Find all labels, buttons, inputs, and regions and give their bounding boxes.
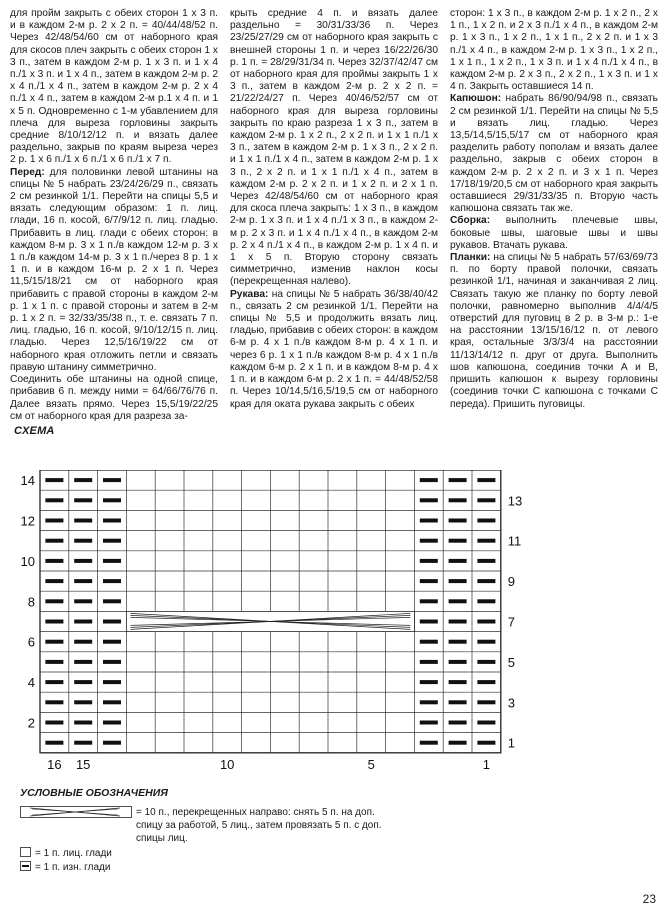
purl-stitch-mark: [103, 700, 121, 704]
purl-stitch-mark: [420, 519, 438, 523]
purl-stitch-mark: [103, 741, 121, 745]
purl-stitch-mark: [45, 539, 63, 543]
purl-stitch-mark: [74, 700, 92, 704]
purl-stitch-mark: [103, 721, 121, 725]
column-label: 5: [367, 756, 375, 772]
purl-stitch-mark: [103, 559, 121, 563]
purl-stitch-mark: [74, 539, 92, 543]
purl-stitch-mark: [449, 640, 467, 644]
purl-stitch-mark: [449, 660, 467, 664]
column-label: 15: [75, 756, 91, 772]
purl-stitch-mark: [45, 700, 63, 704]
purl-stitch-mark: [449, 680, 467, 684]
purl-stitch-mark: [74, 559, 92, 563]
cable-symbol-icon: [20, 806, 132, 818]
purl-stitch-mark: [420, 700, 438, 704]
purl-stitch-mark: [449, 721, 467, 725]
purl-stitch-mark: [74, 660, 92, 664]
row-label-left: 12: [20, 513, 35, 529]
legend-text: = 1 п. лиц. глади: [35, 848, 112, 859]
purl-stitch-mark: [477, 680, 495, 684]
purl-stitch-mark: [45, 599, 63, 603]
purl-stitch-mark: [74, 478, 92, 482]
purl-stitch-mark: [420, 620, 438, 624]
knitting-chart: [0, 470, 670, 780]
paragraph: Перед: для половинки левой штанины на спицы № 5 набрать 23/24/26/29 п., связать 2 см резинкой 1/1. Перейти на спицы 5,5 и вязать следующим образом: 1 п. лиц. глади, 16 п. косой, 6/7/9/12 п. лиц. гладью. Прибавить в лиц. глади с обеих сторон: в каждом 8-м р. 3 х 1 п./в каждом 12-м р. 3 х 1 п./в каждом 14-м р. 3 х 1 п./через 8 р. 1 х 1 п. и в каждом 16-м р. 2 х 1 п. Через 11,5/15/18/21 см от наборного края прибавить с правой стороны в каждом 2-м р. 1 х 1 п. с правой стороны и затем в 2-м р. 1 х 2 п. = 32/33/35/38 п., т. е. связать 7 п. лиц. гладью, 16 п. косой, 9/10/12/15 п. лиц. гладью. Через 12,5/16/19/22 см от наборного края отложить петли и связать правую штанину симметрично.: [10, 166, 218, 373]
column-3: [450, 8, 658, 423]
purl-stitch-mark: [477, 640, 495, 644]
purl-stitch-mark: [420, 559, 438, 563]
purl-stitch-mark: [74, 498, 92, 502]
row-label-right: 13: [507, 493, 523, 509]
paragraph: Планки: на спицы № 5 набрать 57/63/69/73 п. по борту правой полочки, связать резинкой 1/1, начиная и заканчивая 2 лиц. Связать такую же планку по борту левой полочки, равномерно выполнив 4/4/4/5 отверстий для пуговиц в 2 р. в 3-м р.: 1-е на расстоянии 13/15/16/12 п. от левого края, остальные 3/3/3/4 на расстоянии 11/13/14/12 п. друг от друга. Выполнить шов капюшона, соединив точки А и В, пришить капюшон к вырезу горловины (соединив точки С капюшона с точками С переда). Пришить пуговицы.: [450, 252, 658, 410]
legend-text: = 10 п., перекрещенных направо: снять 5 п. на доп. спицу за работой, 5 лиц., затем провязать 5 п. с доп. спицы лиц.: [136, 807, 382, 844]
purl-stitch-mark: [477, 498, 495, 502]
purl-stitch-mark: [449, 559, 467, 563]
legend-item-knit: [20, 847, 396, 860]
row-label-left: 2: [27, 715, 35, 731]
row-label-right: 7: [507, 614, 516, 630]
purl-stitch-mark: [449, 599, 467, 603]
purl-stitch-mark: [449, 741, 467, 745]
row-label-left: 6: [27, 634, 35, 650]
purl-stitch-mark: [449, 498, 467, 502]
purl-stitch-mark: [74, 721, 92, 725]
purl-stitch-mark: [45, 620, 63, 624]
purl-stitch-mark: [477, 478, 495, 482]
purl-stitch-mark: [45, 721, 63, 725]
purl-stitch-mark: [103, 660, 121, 664]
paragraph: Сборка: выполнить плечевые швы, боковые швы, шаговые швы и швы рукавов. Втачать рукава.: [450, 215, 658, 251]
purl-stitch-mark: [74, 680, 92, 684]
paragraph: сторон: 1 х 3 п., в каждом 2-м р. 1 х 2 п., 2 х 1 п., 1 х 2 п. и 2 х 3 п./1 х 4 п., в каждом 2-м р. 1 х 3 п., 1 х 2 п., 1 х 1 п., 2 х 2 п. и 1 х 3 п./1 х 4 п., в каждом 2-м р. 1 х 3 п., 1 х 2 п., 1 х 1 п., 1 х 2 п., 1 х 3 п. и 1 х 4 п./1 х 4 п., в каждом 2-м р. 2 х 3 п., 2 х 2 п., 1 х 3 п. и 1 х 4 п. Закрыть оставшиеся 14 п.: [450, 8, 658, 93]
text-columns: [10, 8, 660, 423]
row-label-left: 8: [27, 594, 35, 610]
purl-stitch-mark: [449, 519, 467, 523]
purl-stitch-mark: [477, 721, 495, 725]
purl-stitch-mark: [45, 519, 63, 523]
purl-stitch-mark: [74, 519, 92, 523]
purl-stitch-mark: [477, 700, 495, 704]
purl-stitch-mark: [74, 579, 92, 583]
purl-stitch-mark: [420, 539, 438, 543]
purl-stitch-mark: [45, 478, 63, 482]
purl-stitch-mark: [420, 478, 438, 482]
legend-item-cable: [20, 806, 396, 845]
purl-stitch-mark: [477, 579, 495, 583]
purl-stitch-mark: [420, 680, 438, 684]
purl-stitch-mark: [103, 539, 121, 543]
row-label-right: 9: [507, 574, 516, 590]
row-label-right: 5: [507, 654, 516, 670]
purl-stitch-mark: [477, 741, 495, 745]
purl-stitch-mark: [103, 620, 121, 624]
scheme-title: СХЕМА: [14, 425, 55, 437]
knit-symbol-icon: [20, 847, 32, 858]
row-label-right: 1: [507, 735, 516, 751]
legend: [20, 806, 396, 874]
purl-stitch-mark: [74, 741, 92, 745]
legend-item-purl: [20, 861, 396, 874]
purl-stitch-mark: [45, 579, 63, 583]
purl-stitch-mark: [449, 700, 467, 704]
purl-stitch-mark: [45, 741, 63, 745]
row-label-right: 3: [507, 695, 516, 711]
column-2: [230, 8, 438, 423]
column-label: 16: [47, 756, 62, 772]
page-number: 23: [642, 892, 656, 906]
purl-stitch-mark: [45, 660, 63, 664]
purl-stitch-mark: [103, 519, 121, 523]
purl-stitch-mark: [449, 620, 467, 624]
legend-text: = 1 п. изн. глади: [35, 862, 111, 873]
purl-stitch-mark: [103, 640, 121, 644]
purl-stitch-mark: [477, 660, 495, 664]
column-label: 10: [219, 756, 235, 772]
purl-stitch-mark: [449, 579, 467, 583]
purl-stitch-mark: [477, 519, 495, 523]
purl-stitch-mark: [74, 599, 92, 603]
purl-stitch-mark: [477, 559, 495, 563]
purl-stitch-mark: [449, 478, 467, 482]
purl-symbol-icon: [20, 861, 32, 872]
purl-stitch-mark: [477, 620, 495, 624]
purl-stitch-mark: [74, 640, 92, 644]
purl-stitch-mark: [420, 579, 438, 583]
paragraph: для пройм закрыть с обеих сторон 1 х 3 п. и в каждом 2-м р. 2 х 2 п. = 40/44/48/52 п. Через 42/48/54/60 см от наборного края для скосов плеч закрыть с обеих сторон 1 х 3 п., затем в каждом 2-м р. 1 х 3 п. и 1 х 4 п./1 х 3 п. и 1 х 4 п., затем в каждом 2-м р. 2 х 4 п./1 х 4 п., затем в каждом 2-м р. 2 х 4 п./1 х 4 п., затем в каждом 2-м р.1 х 4 п. и 1 х 5 п. Одновременно с 1-м убавлением для плеча для выреза горловины закрыть средние 8/10/12/12 п. и вязать далее раздельно, закрыв по краям выреза через 2 р. 1 х 6 п./1 х 6 п./1 х 6 п./1 х 7 п.: [10, 8, 218, 166]
purl-stitch-mark: [45, 559, 63, 563]
paragraph: Рукава: на спицы № 5 набрать 36/38/40/42 п., связать 2 см резинкой 1/1. Перейти на спицы № 5,5 и продолжить вязать лиц. гладью, прибавив с обеих сторон: в каждом 6-м р. 4 х 1 п./в каждом 8-м р. 4 х 1 п. и через 6 р. 1 х 1 п./в каждом 8-м р. 4 х 1 п./в каждом 6-м р. 2 х 1 п. и в каждом 8-м р. 4 х 1 п. и в каждом 6-м р. 2 х 1 п. = 44/48/52/58 п. Через 10/14,5/16,5/19,5 см от наборного края для окатa рукава закрыть с обеих: [230, 288, 438, 410]
row-label-right: 11: [507, 533, 522, 549]
purl-stitch-mark: [103, 478, 121, 482]
row-label-left: 10: [20, 553, 35, 569]
purl-stitch-mark: [420, 721, 438, 725]
purl-stitch-mark: [420, 640, 438, 644]
purl-stitch-mark: [45, 680, 63, 684]
purl-stitch-mark: [103, 599, 121, 603]
purl-stitch-mark: [420, 660, 438, 664]
row-label-left: 14: [20, 473, 35, 489]
purl-stitch-mark: [420, 741, 438, 745]
purl-stitch-mark: [420, 498, 438, 502]
purl-stitch-mark: [45, 498, 63, 502]
purl-stitch-mark: [103, 498, 121, 502]
purl-stitch-mark: [45, 640, 63, 644]
purl-stitch-mark: [74, 620, 92, 624]
legend-title: УСЛОВНЫЕ ОБОЗНАЧЕНИЯ: [20, 787, 168, 799]
purl-stitch-mark: [103, 680, 121, 684]
purl-stitch-mark: [477, 539, 495, 543]
purl-stitch-mark: [420, 599, 438, 603]
paragraph: Капюшон: набрать 86/90/94/98 п., связать 2 см резинкой 1/1. Перейти на спицы № 5,5 и вязать лиц. гладью. Через 13,5/14,5/15,5/17 см от наборного края разделить работу пополам и вязать далее раздельно, закрыв с обеих сторон в каждом 2-м р. 2 х 2 п. и 3 х 1 п. Через 17/18/19/20,5 см от наборного края закрыть оставшиеся 29/31/33/35 п. Вторую часть капюшона связать так же.: [450, 93, 658, 215]
column-label: 1: [482, 756, 491, 772]
paragraph: крыть средние 4 п. и вязать далее раздельно = 30/31/33/36 п. Через 23/25/27/29 см от наборного края закрыть с внешней стороны 1 п. и через 16/22/26/30 р. 1 п. = 28/29/31/34 п. Через 32/37/42/47 см от наборного края для проймы закрыть 1 х 3 п., затем в каждом 2-м р. 2 х 2 п. = 21/22/24/27 п. Через 40/46/52/57 см от наборного края для выреза горловины закрыть по краю разреза 1 х 3 п., затем в каждом 2-м р. 1 х 2 п., 2 х 2 п. и 1 х 1 п./1 х 3 п., затем в каждом 2-м р. 1 х 3 п., 2 х 2 п. и 1 х 1 п./1 х 4 п., затем в каждом 2-м р. 1 х 3 п., 2 х 2 п. и 1 х 1 п./1 х 4 п., затем в каждом 2-м р. 2 х 2 п. и 1 х 2 п. и 2 х 1 п. Через 42/48/54/60 см от наборного края для скоса плеча закрыть: 1 х 3 п., в каждом 2-м р. 1 х 3 п. и 1 х 4 п./1 х 3 п., в каждом 2-м р. 2 х 3 п. и 1 х 4 п./1 х 4 п., в каждом 2-м р. 2 х 4 п./1 х 4 п., в каждом 2-м р. 1 х 4 п. и 1 х 5 п. Вторую сторону связать симметрично, изменив наклон косы (перекрещенная налево).: [230, 8, 438, 288]
purl-stitch-mark: [477, 599, 495, 603]
purl-stitch-mark: [449, 539, 467, 543]
purl-stitch-mark: [103, 579, 121, 583]
column-1: [10, 8, 218, 423]
row-label-left: 4: [27, 675, 35, 691]
paragraph: Соединить обе штанины на одной спице, прибавив 6 п. между ними = 64/66/76/76 п. Далее вязать прямо. Через 15,5/19/22/25 см от наборного края для разреза за-: [10, 374, 218, 422]
